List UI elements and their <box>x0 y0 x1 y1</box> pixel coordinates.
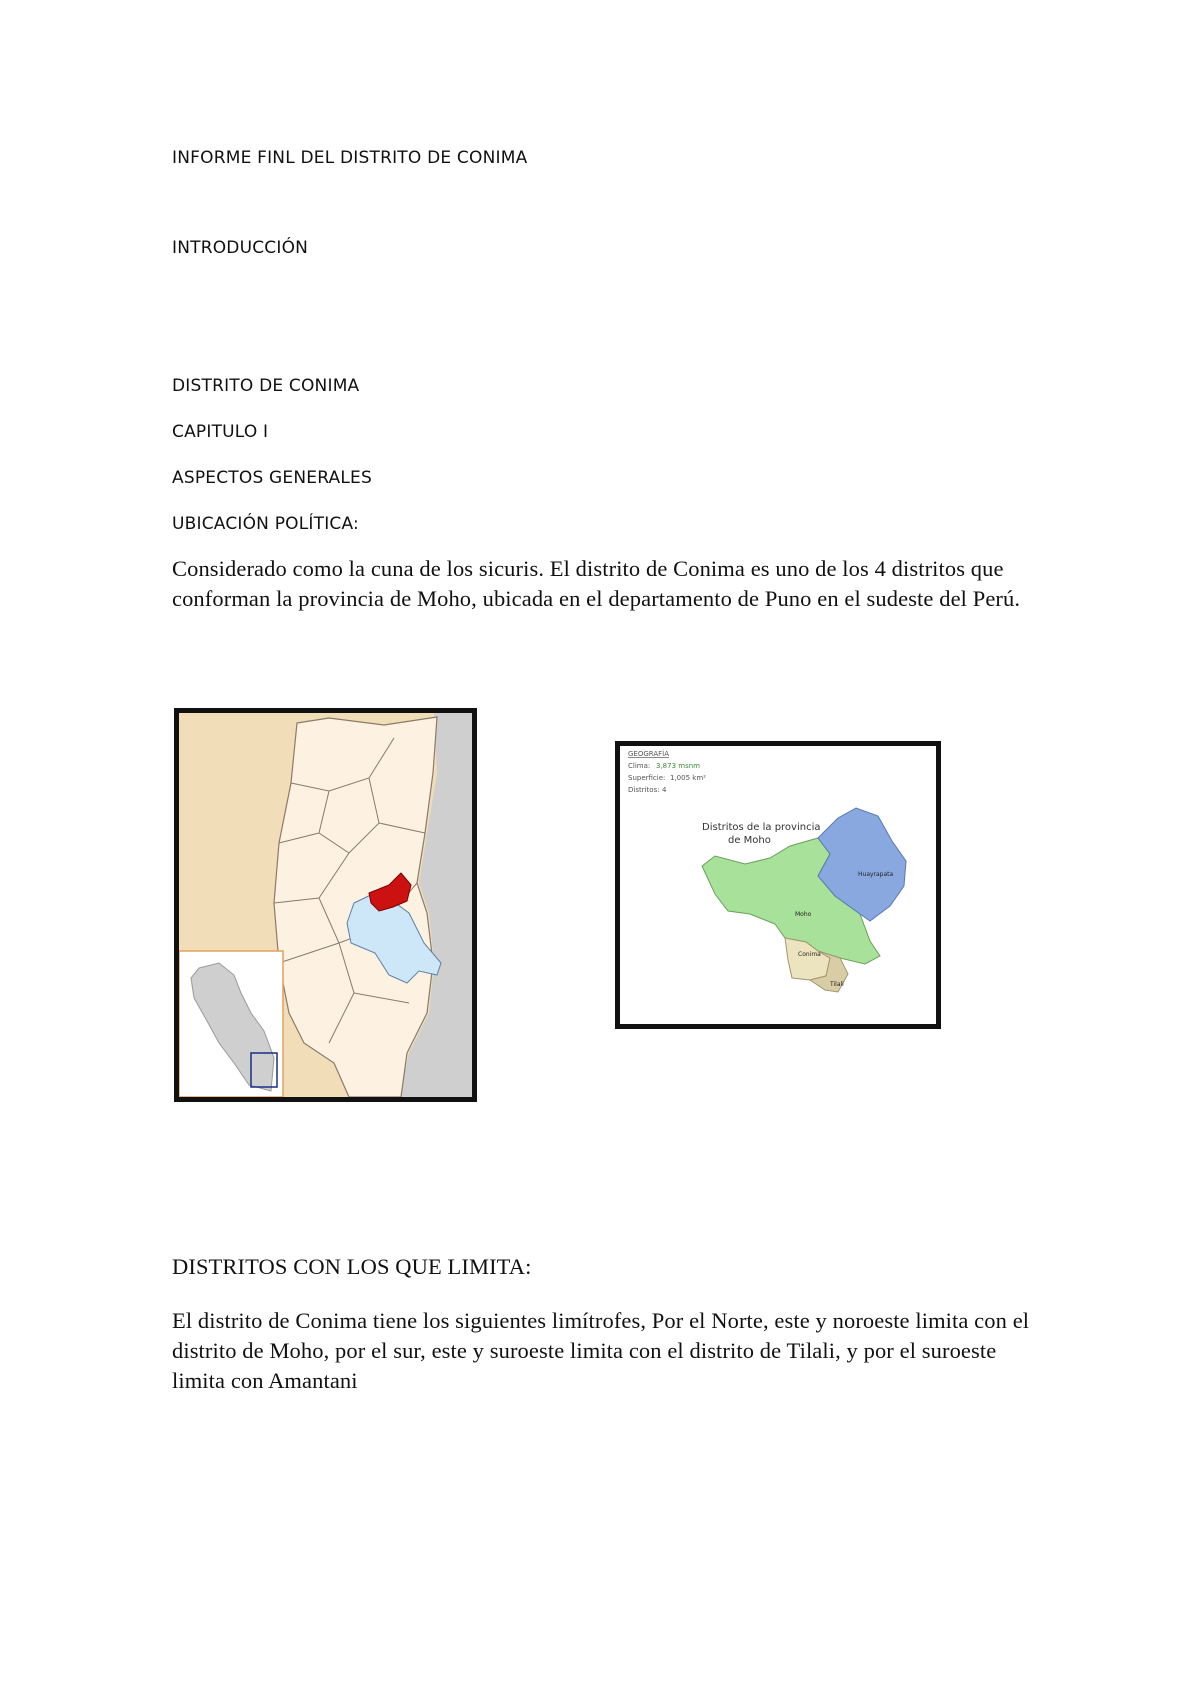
limits-heading: DISTRITOS CON LOS QUE LIMITA: <box>172 1254 532 1279</box>
clima-label: Clima: <box>628 762 651 770</box>
document-title: INFORME FINL DEL DISTRITO DE CONIMA <box>172 148 528 168</box>
moho-province-map <box>615 741 941 1029</box>
location-heading: UBICACIÓN POLÍTICA: <box>172 514 359 534</box>
caption-line-2: de Moho <box>728 835 771 846</box>
distritos-value: 4 <box>662 786 667 794</box>
geography-title: GEOGRAFÍA <box>628 750 670 758</box>
puno-map-graphic <box>179 713 472 1097</box>
aspects-heading: ASPECTOS GENERALES <box>172 468 372 488</box>
distritos-label: Distritos: <box>628 786 660 794</box>
caption-line-1: Distritos de la provincia <box>702 822 821 833</box>
introduction-heading: INTRODUCCIÓN <box>172 238 309 258</box>
label-conima: Conima <box>798 951 821 958</box>
superficie-label: Superficie: <box>628 774 666 782</box>
label-huayrapata: Huayrapata <box>858 871 894 878</box>
district-heading: DISTRITO DE CONIMA <box>172 376 360 396</box>
puno-region-map <box>174 708 477 1102</box>
clima-value: 3,873 msnm <box>656 762 700 770</box>
chapter-heading: CAPITULO I <box>172 422 269 442</box>
label-tilali: Tilali <box>830 981 844 988</box>
location-paragraph: Considerado como la cuna de los sicuris. El distrito de Conima es uno de los 4 distritos que conforman la provincia de Moho, ubicada en el departamento de Puno en el sudeste del Perú. <box>172 556 1021 611</box>
label-moho: Moho <box>795 911 812 918</box>
limits-paragraph: El distrito de Conima tiene los siguientes limítrofes, Por el Norte, este y noroeste limita con el distrito de Moho, por el sur, este y suroeste limita con el distrito de Tilali, y por el suroeste limita con Amantani <box>172 1308 1030 1393</box>
superficie-value: 1,005 km² <box>670 774 706 782</box>
moho-map-graphic <box>620 746 936 1024</box>
